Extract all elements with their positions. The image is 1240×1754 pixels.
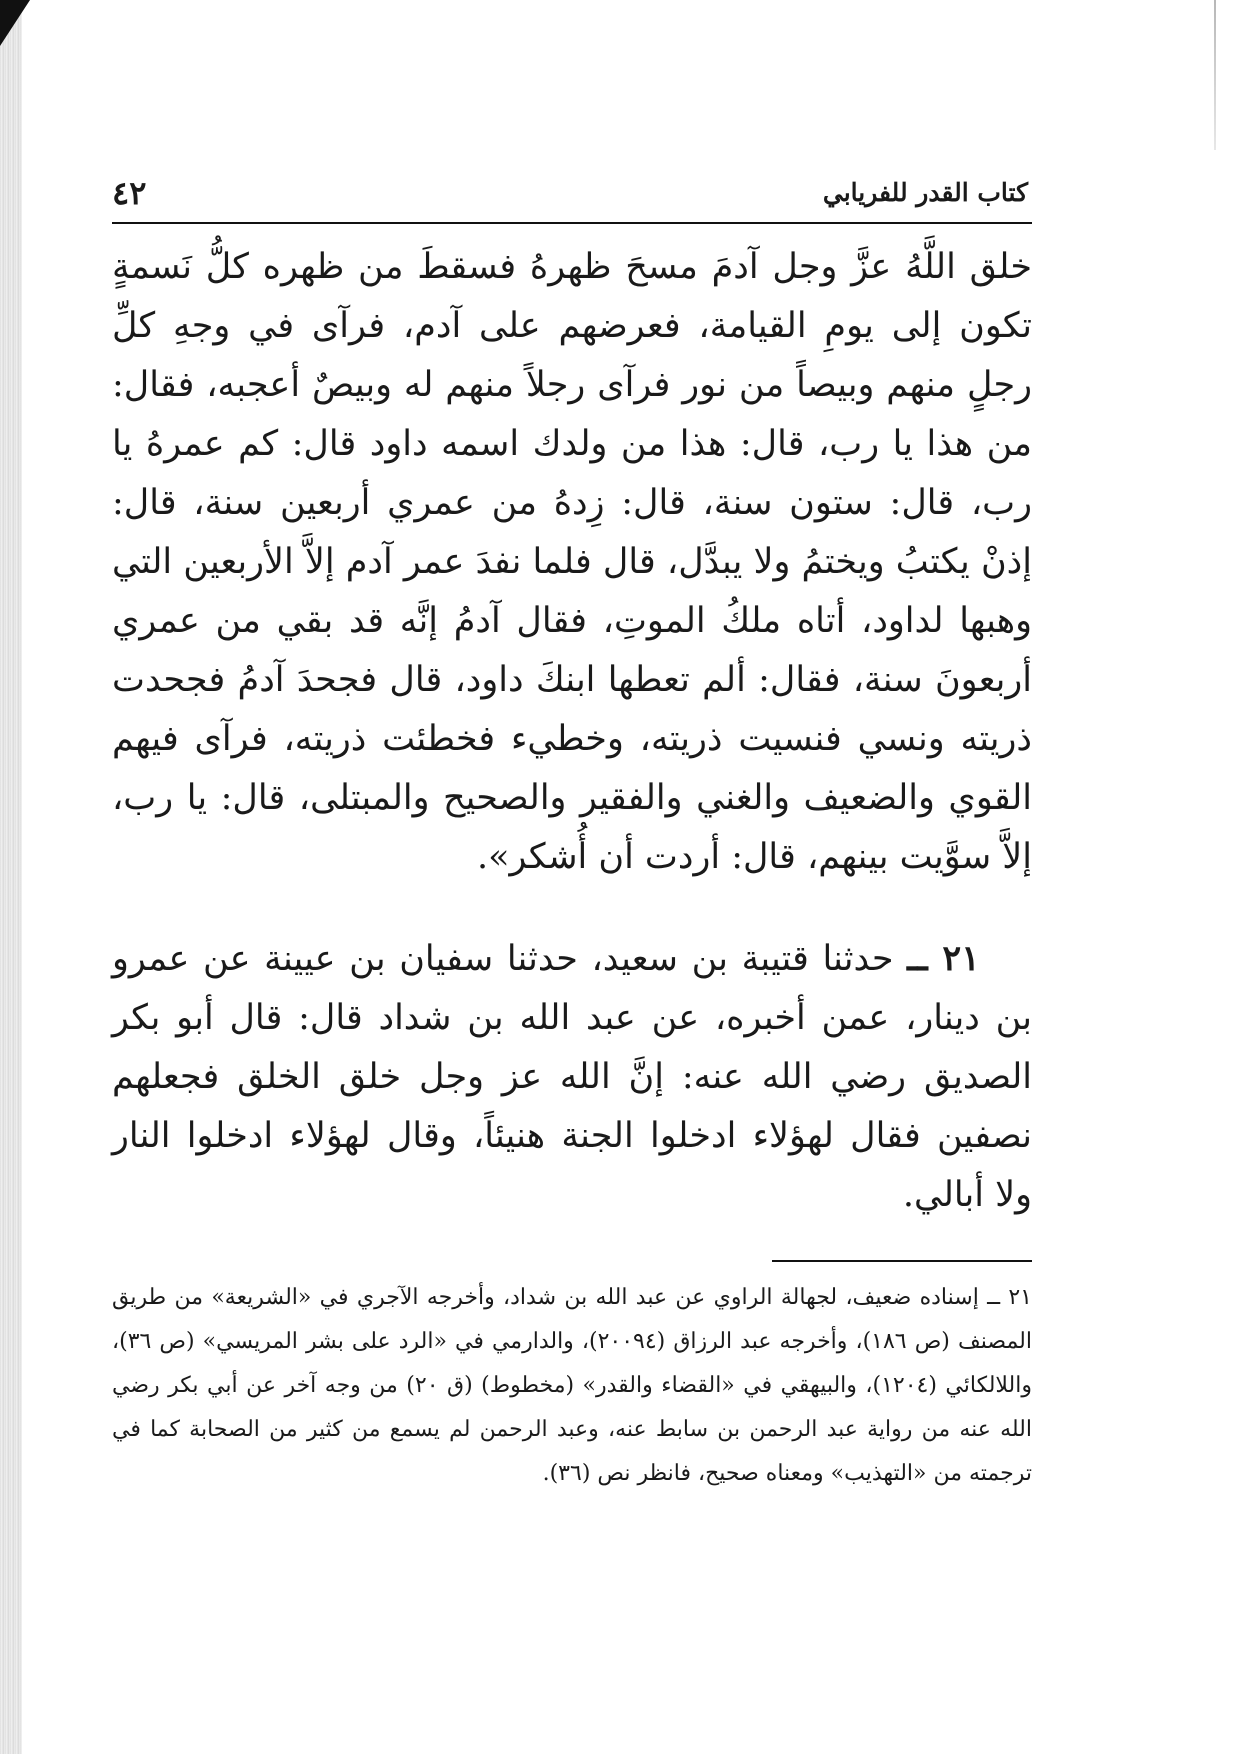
hadith-paragraph <box>112 929 1032 1225</box>
scan-edge-right <box>1214 0 1216 150</box>
continuation-paragraph: خلق اللَّهُ عزَّ وجل آدمَ مسحَ ظهرهُ فسقطَ من ظهره كلُّ نَسمةٍ تكون إلى يومِ القيامة، فعرضهم على آدم، فرآى في وجهِ كلِّ رجلٍ منهم وبيصاً من نور فرآى رجلاً منهم له وبيصٌ أعجبه، فقال: من هذا يا رب، قال: هذا من ولدك اسمه داود قال: كم عمرهُ يا رب، قال: ستون سنة، قال: زِدهُ من عمري أربعين سنة، قال: إذنْ يكتبُ ويختمُ ولا يبدَّل، قال فلما نفدَ عمر آدم إلاَّ الأربعين التي وهبها لداود، أتاه ملكُ الموتِ، فقال آدمُ إنَّه قد بقي من عمري أربعونَ سنة، فقال: ألم تعطها ابنكَ داود، قال فجحدَ آدمُ فجحدت ذريته ونسي فنسيت ذريته، وخطيء فخطئت ذريته، فرآى فيهم القوي والضعيف والغني والفقير والصحيح والمبتلى، قال: يا رب، إلاَّ سوَّيت بينهم، قال: أردت أن أُشكر». <box>112 247 1032 877</box>
book-title: كتاب القدر للفريابي <box>822 178 1028 207</box>
scan-corner-mark <box>0 0 30 46</box>
scan-edge-left <box>0 0 22 1754</box>
running-header <box>112 168 1032 224</box>
footnote: ٢١ ــ إسناده ضعيف، لجهالة الراوي عن عبد الله بن شداد، وأخرجه الآجري في «الشريعة» من طريق المصنف (ص ١٨٦)، وأخرجه عبد الرزاق (٢٠٠٩٤)، والدارمي في «الرد على بشر المريسي» (ص ٣٦)، واللالكائي (١٢٠٤)، والبيهقي في «القضاء والقدر» (مخطوط) (ق ٢٠) من وجه آخر عن أبي بكر رضي الله عنه من رواية عبد الرحمن بن سابط عنه، وعبد الرحمن لم يسمع من كثير من الصحابة كما في ترجمته من «التهذيب» ومعناه صحيح، فانظر نص (٣٦). <box>112 1285 1032 1486</box>
footnote-separator <box>772 1260 1032 1262</box>
hadith-number: ٢١ ــ <box>907 938 980 979</box>
hadith-text: حدثنا قتيبة بن سعيد، حدثنا سفيان بن عيينة عن عمرو بن دينار، عمن أخبره، عن عبد الله بن شداد قال: قال أبو بكر الصديق رضي الله عنه: إنَّ الله عز وجل خلق الخلق فجعلهم نصفين فقال لهؤلاء ادخلوا الجنة هنيئاً، وقال لهؤلاء ادخلوا النار ولا أبالي. <box>112 939 1032 1215</box>
page-number: ٤٢ <box>112 174 147 212</box>
book-page <box>112 168 1032 1518</box>
